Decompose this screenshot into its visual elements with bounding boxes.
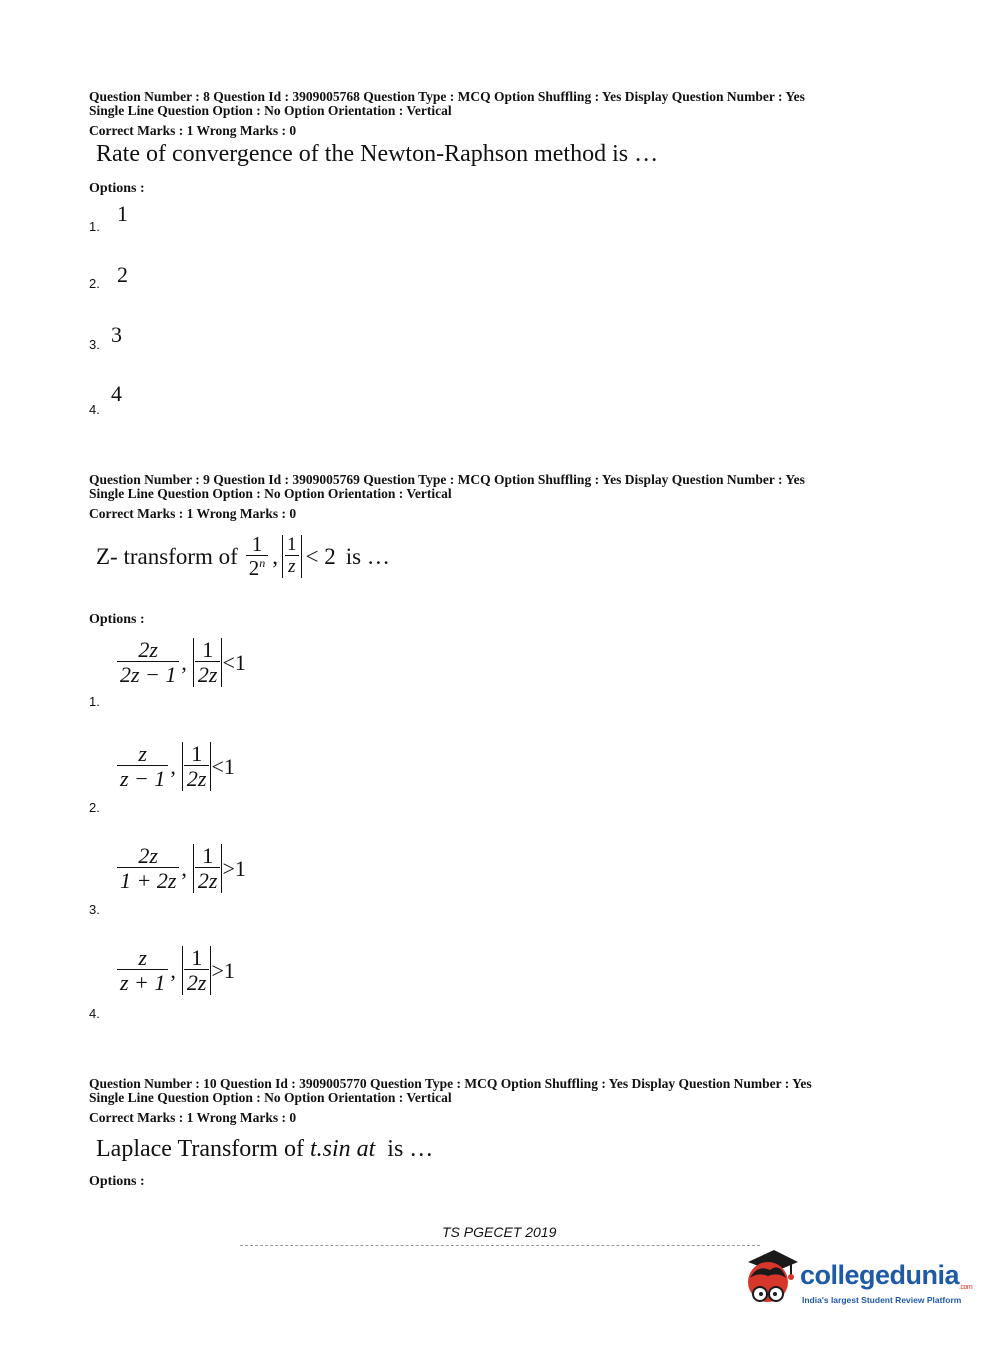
q9-marks: Correct Marks : 1 Wrong Marks : 0	[89, 506, 297, 521]
option-value: 1	[117, 201, 128, 226]
q9-options-label: Options :	[89, 612, 145, 627]
collegedunia-logo	[740, 1248, 973, 1316]
footer-divider	[240, 1245, 760, 1246]
option-number: 4.	[89, 1006, 100, 1021]
option-value: 4	[111, 381, 122, 406]
q10-options-label: Options :	[89, 1174, 145, 1189]
q9-option-3[interactable]	[89, 844, 389, 920]
q9-option-2[interactable]	[89, 742, 389, 818]
footer-exam-name: TS PGECET 2019	[442, 1224, 557, 1240]
q9-meta-line1: Question Number : 9 Question Id : 3909005769 Question Type : MCQ Option Shuffling : Yes Display Question Number : Yes	[89, 472, 805, 487]
option-value: 3	[111, 322, 122, 347]
option-number: 3.	[89, 902, 100, 917]
q9-abs-value: $\frac{1}{z}$	[282, 535, 302, 578]
option-number: 2.	[89, 800, 100, 815]
option-number: 1.	[89, 219, 100, 234]
q9-option-1[interactable]	[89, 638, 389, 710]
option-value: 2	[117, 262, 128, 287]
q10-meta-line1: Question Number : 10 Question Id : 3909005770 Question Type : MCQ Option Shuffling : Yes Display Question Number : Yes	[89, 1076, 812, 1091]
brand-name: collegedunia.com	[800, 1260, 973, 1291]
option-number: 2.	[89, 276, 100, 291]
mascot-icon	[740, 1248, 800, 1310]
option-math: $\frac{2z}{1 + 2z}$ , $\frac{1}{2z}$ >1	[117, 844, 246, 893]
q10-question-text: Laplace Transform of t.sin at is …	[96, 1136, 434, 1162]
option-number: 1.	[89, 694, 100, 709]
q9-option-4[interactable]	[89, 946, 389, 1022]
q10-meta-line2: Single Line Question Option : No Option Orientation : Vertical	[89, 1090, 452, 1105]
option-number: 4.	[89, 402, 100, 417]
q8-options-label: Options :	[89, 181, 145, 196]
q9-meta-line2: Single Line Question Option : No Option Orientation : Vertical	[89, 486, 452, 501]
q8-meta-line2: Single Line Question Option : No Option Orientation : Vertical	[89, 103, 452, 118]
option-math: $\frac{z}{z + 1}$ , $\frac{1}{2z}$ >1	[117, 946, 235, 995]
q8-question-text: Rate of convergence of the Newton-Raphson method is …	[96, 141, 659, 167]
q10-marks: Correct Marks : 1 Wrong Marks : 0	[89, 1110, 297, 1125]
q9-question-text: Z- transform of $\frac{1}{2^n}$ , $\frac{1}{z}$ < 2 is …	[96, 532, 390, 581]
q8-meta-line1: Question Number : 8 Question Id : 3909005768 Question Type : MCQ Option Shuffling : Yes Display Question Number : Yes	[89, 89, 805, 104]
q9-fraction: $\frac{1}{2^n}$	[246, 533, 269, 580]
brand-tagline: India's largest Student Review Platform	[802, 1295, 962, 1305]
q8-marks: Correct Marks : 1 Wrong Marks : 0	[89, 123, 297, 138]
option-number: 3.	[89, 337, 100, 352]
option-math: $\frac{2z}{2z - 1}$ , $\frac{1}{2z}$ <1	[117, 638, 246, 687]
q9-text-prefix: Z- transform of	[96, 543, 238, 569]
option-math: $\frac{z}{z - 1}$ , $\frac{1}{2z}$ <1	[117, 742, 235, 791]
